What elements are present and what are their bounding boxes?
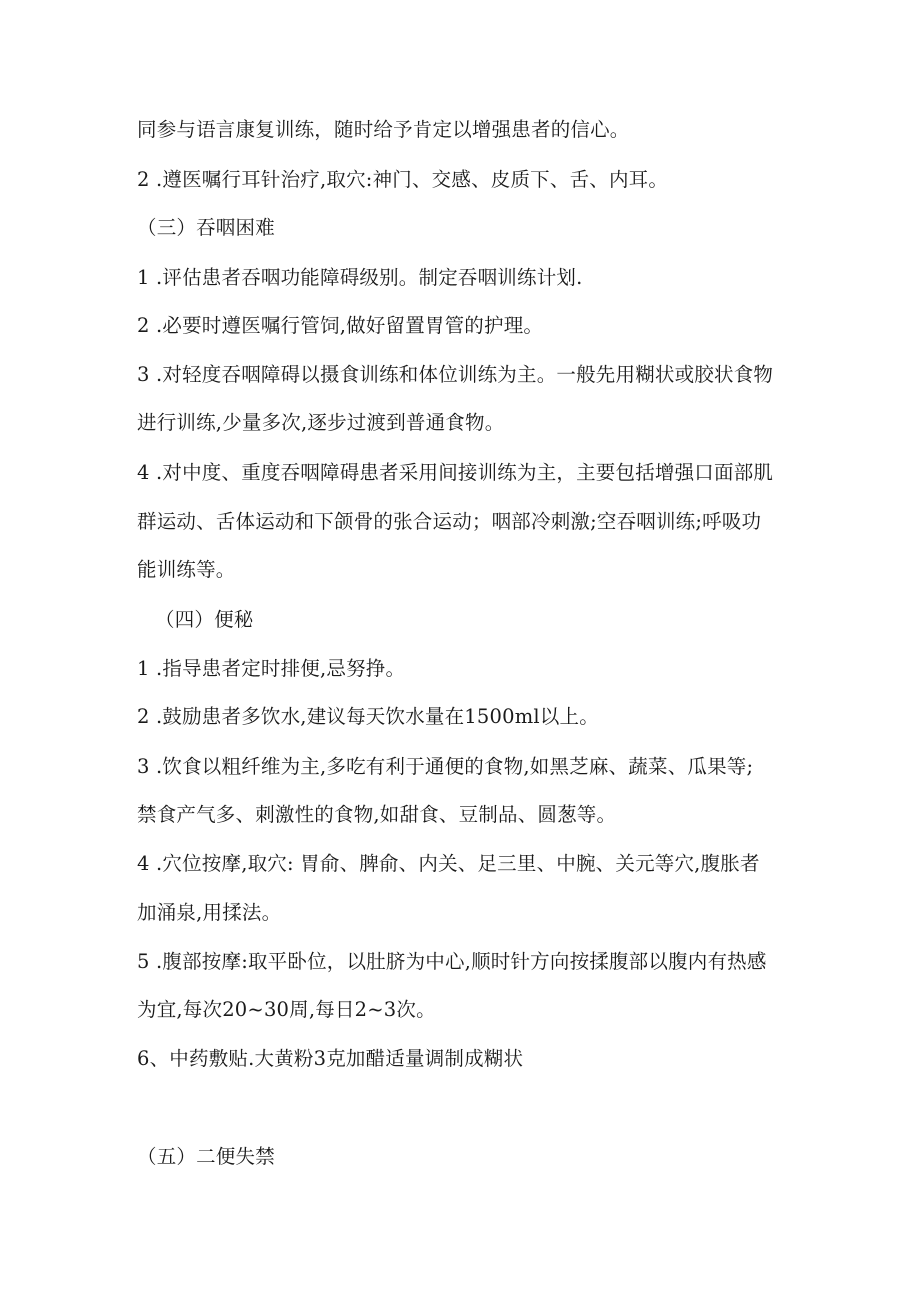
section-heading-3: （三）吞咽困难 [137,216,275,239]
list-item: 4 .对中度、重度吞咽障碍患者采用间接训练为主，主要包括增强口面部肌 [137,461,774,484]
text-line: 加涌泉,用揉法。 [137,901,282,924]
list-item: 2 .必要时遵医嘱行管饲,做好留置胃管的护理。 [137,314,544,337]
text-line: 能训练等。 [137,558,236,581]
text-line: 群运动、舌体运动和下颌骨的张合运动；咽部冷刺激;空吞咽训练;呼吸功 [137,510,762,533]
list-item: 6、中药敷贴.大黄粉3克加醋适量调制成糊状 [137,1047,524,1070]
list-item: 1 .指导患者定时排便,忌努挣。 [137,657,406,680]
text-line: 同参与语言康复训练，随时给予肯定以增强患者的信心。 [137,118,630,141]
list-item: 3 .对轻度吞咽障碍以摄食训练和体位训练为主。一般先用糊状或胶状食物 [137,363,774,386]
list-item: 3 .饮食以粗纤维为主,多吃有利于通便的食物,如黑芝麻、蔬菜、瓜果等; [137,755,754,778]
section-heading-4: （四）便秘 [155,608,254,631]
list-item: 1 .评估患者吞咽功能障碍级别。制定吞咽训练计划. [137,266,583,289]
text-line: 进行训练,少量多次,逐步过渡到普通食物。 [137,411,505,434]
text-line: 为宜,每次20~30周,每日2~3次。 [137,998,436,1021]
list-item: 2 .遵医嘱行耳针治疗,取穴:神门、交感、皮质下、舌、内耳。 [137,168,669,191]
text-line: 禁食产气多、刺激性的食物,如甜食、豆制品、圆葱等。 [137,803,617,826]
section-heading-5: （五）二便失禁 [137,1145,275,1168]
list-item: 2 .鼓励患者多饮水,建议每天饮水量在1500ml以上。 [137,705,599,728]
list-item: 4 .穴位按摩,取穴: 胃俞、脾俞、内关、足三里、中腕、关元等穴,腹胀者 [137,852,760,875]
list-item: 5 .腹部按摩:取平卧位，以肚脐为中心,顺时针方向按揉腹部以腹内有热感 [137,950,767,973]
